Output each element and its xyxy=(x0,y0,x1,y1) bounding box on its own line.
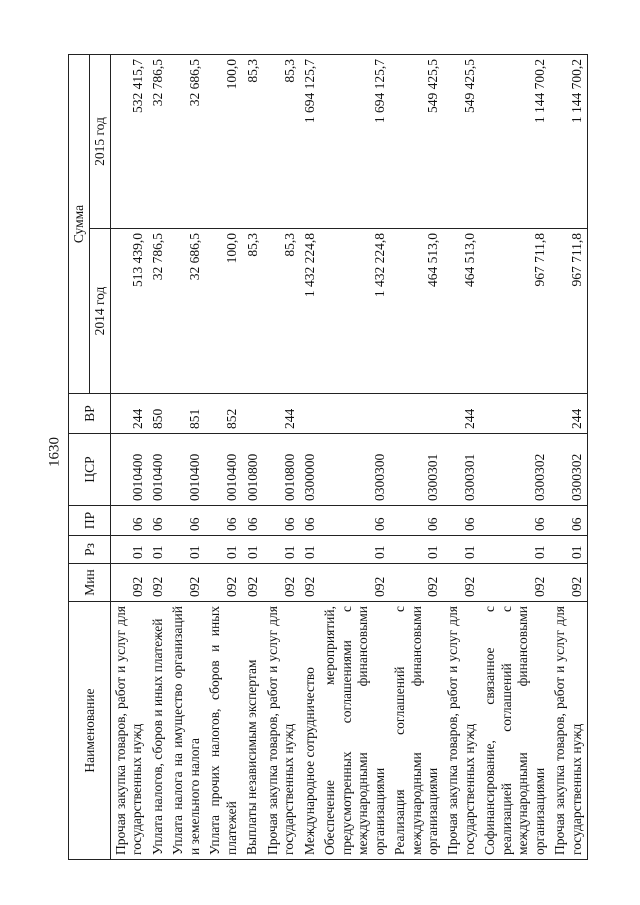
cell-rz: 01 xyxy=(550,536,587,564)
cell-min: 092 xyxy=(242,564,262,602)
cell-vr xyxy=(300,394,320,434)
page-number: 1630 xyxy=(46,437,63,467)
cell-name: Выплаты независимым экспертам xyxy=(242,602,262,860)
cell-pr: 06 xyxy=(111,506,148,536)
cell-2015: 1 144 700,2 xyxy=(550,54,587,228)
cell-vr: 244 xyxy=(111,394,148,434)
cell-rz: 01 xyxy=(390,536,443,564)
table-row xyxy=(443,54,480,859)
cell-2015: 85,3 xyxy=(242,54,262,228)
header-min: Мин xyxy=(69,564,111,602)
header-csr: ЦСР xyxy=(69,434,111,506)
cell-rz: 01 xyxy=(242,536,262,564)
cell-vr: 852 xyxy=(205,394,242,434)
budget-table-container xyxy=(68,55,585,860)
cell-rz: 01 xyxy=(263,536,300,564)
cell-vr: 851 xyxy=(168,394,205,434)
cell-csr: 0010400 xyxy=(168,434,205,506)
table-row xyxy=(168,54,205,859)
table-header-row xyxy=(69,54,90,859)
header-name: Наименование xyxy=(69,602,111,860)
table-body xyxy=(111,54,588,859)
cell-csr: 0300000 xyxy=(300,434,320,506)
cell-pr: 06 xyxy=(263,506,300,536)
cell-pr: 06 xyxy=(550,506,587,536)
cell-vr: 244 xyxy=(443,394,480,434)
table-row xyxy=(148,54,168,859)
cell-min: 092 xyxy=(320,564,390,602)
cell-2014: 1 432 224,8 xyxy=(300,229,320,394)
cell-rz: 01 xyxy=(168,536,205,564)
cell-csr: 0300300 xyxy=(320,434,390,506)
table-row xyxy=(550,54,587,859)
cell-min: 092 xyxy=(390,564,443,602)
cell-min: 092 xyxy=(111,564,148,602)
cell-name: Обеспечение мероприятий, предусмотренных соглашениями с международными финансовыми организациями xyxy=(320,602,390,860)
cell-2014: 967 711,8 xyxy=(480,229,550,394)
cell-2014: 1 432 224,8 xyxy=(320,229,390,394)
cell-name: Софинансирование, связанное с реализацией соглашений с международными финансовыми организациями xyxy=(480,602,550,860)
cell-name: Прочая закупка товаров, работ и услуг для государственных нужд xyxy=(550,602,587,860)
cell-min: 092 xyxy=(148,564,168,602)
table-row xyxy=(320,54,390,859)
cell-vr: 850 xyxy=(148,394,168,434)
cell-name: Прочая закупка товаров, работ и услуг для государственных нужд xyxy=(443,602,480,860)
cell-csr: 0300302 xyxy=(550,434,587,506)
cell-rz: 01 xyxy=(148,536,168,564)
cell-rz: 01 xyxy=(443,536,480,564)
cell-vr xyxy=(320,394,390,434)
table-row xyxy=(111,54,148,859)
cell-pr: 06 xyxy=(443,506,480,536)
cell-pr: 06 xyxy=(242,506,262,536)
table-row xyxy=(263,54,300,859)
cell-min: 092 xyxy=(443,564,480,602)
cell-2014: 464 513,0 xyxy=(390,229,443,394)
header-pr: ПР xyxy=(69,506,111,536)
cell-min: 092 xyxy=(263,564,300,602)
cell-vr xyxy=(242,394,262,434)
budget-table xyxy=(68,54,588,860)
cell-name: Уплата прочих налогов, сборов и иных платежей xyxy=(205,602,242,860)
cell-pr: 06 xyxy=(390,506,443,536)
cell-min: 092 xyxy=(300,564,320,602)
table-row xyxy=(205,54,242,859)
cell-vr: 244 xyxy=(550,394,587,434)
cell-2014: 100,0 xyxy=(205,229,242,394)
cell-rz: 01 xyxy=(205,536,242,564)
cell-2015: 549 425,5 xyxy=(443,54,480,228)
header-sum: Сумма xyxy=(69,54,90,393)
cell-vr xyxy=(390,394,443,434)
cell-rz: 01 xyxy=(320,536,390,564)
cell-2014: 513 439,0 xyxy=(111,229,148,394)
cell-2015: 32 686,5 xyxy=(168,54,205,228)
cell-2015: 532 415,7 xyxy=(111,54,148,228)
cell-csr: 0010400 xyxy=(148,434,168,506)
table-row xyxy=(242,54,262,859)
cell-name: Международное сотрудничество xyxy=(300,602,320,860)
cell-pr: 06 xyxy=(320,506,390,536)
cell-name: Прочая закупка товаров, работ и услуг для государственных нужд xyxy=(111,602,148,860)
cell-2014: 32 686,5 xyxy=(168,229,205,394)
cell-rz: 01 xyxy=(111,536,148,564)
cell-2015: 549 425,5 xyxy=(390,54,443,228)
cell-min: 092 xyxy=(168,564,205,602)
cell-csr: 0010400 xyxy=(205,434,242,506)
table-row xyxy=(300,54,320,859)
table-row xyxy=(480,54,550,859)
cell-csr: 0300301 xyxy=(390,434,443,506)
cell-pr: 06 xyxy=(205,506,242,536)
cell-min: 092 xyxy=(205,564,242,602)
cell-2015: 100,0 xyxy=(205,54,242,228)
cell-rz: 01 xyxy=(300,536,320,564)
table-row xyxy=(390,54,443,859)
cell-2015: 1 694 125,7 xyxy=(300,54,320,228)
header-rz: Рз xyxy=(69,536,111,564)
page-number-area xyxy=(0,0,63,905)
cell-name: Уплата налогов, сборов и иных платежей xyxy=(148,602,168,860)
cell-pr: 06 xyxy=(148,506,168,536)
cell-csr: 0010800 xyxy=(263,434,300,506)
cell-vr: 244 xyxy=(263,394,300,434)
cell-pr: 06 xyxy=(480,506,550,536)
cell-2014: 967 711,8 xyxy=(550,229,587,394)
cell-name: Уплата налога на имущество организаций и земельного налога xyxy=(168,602,205,860)
cell-vr xyxy=(480,394,550,434)
cell-csr: 0010800 xyxy=(242,434,262,506)
cell-pr: 06 xyxy=(300,506,320,536)
cell-2014: 32 786,5 xyxy=(148,229,168,394)
cell-2015: 32 786,5 xyxy=(148,54,168,228)
cell-name: Реализация соглашений с международными финансовыми организациями xyxy=(390,602,443,860)
header-vr: ВР xyxy=(69,394,111,434)
cell-2014: 85,3 xyxy=(242,229,262,394)
header-2014: 2014 год xyxy=(90,229,111,394)
cell-min: 092 xyxy=(550,564,587,602)
cell-2015: 1 144 700,2 xyxy=(480,54,550,228)
cell-name: Прочая закупка товаров, работ и услуг для государственных нужд xyxy=(263,602,300,860)
cell-2015: 85,3 xyxy=(263,54,300,228)
cell-rz: 01 xyxy=(480,536,550,564)
cell-csr: 0300302 xyxy=(480,434,550,506)
cell-2015: 1 694 125,7 xyxy=(320,54,390,228)
cell-2014: 464 513,0 xyxy=(443,229,480,394)
header-2015: 2015 год xyxy=(90,54,111,228)
cell-pr: 06 xyxy=(168,506,205,536)
cell-csr: 0010400 xyxy=(111,434,148,506)
cell-csr: 0300301 xyxy=(443,434,480,506)
cell-min: 092 xyxy=(480,564,550,602)
cell-2014: 85,3 xyxy=(263,229,300,394)
